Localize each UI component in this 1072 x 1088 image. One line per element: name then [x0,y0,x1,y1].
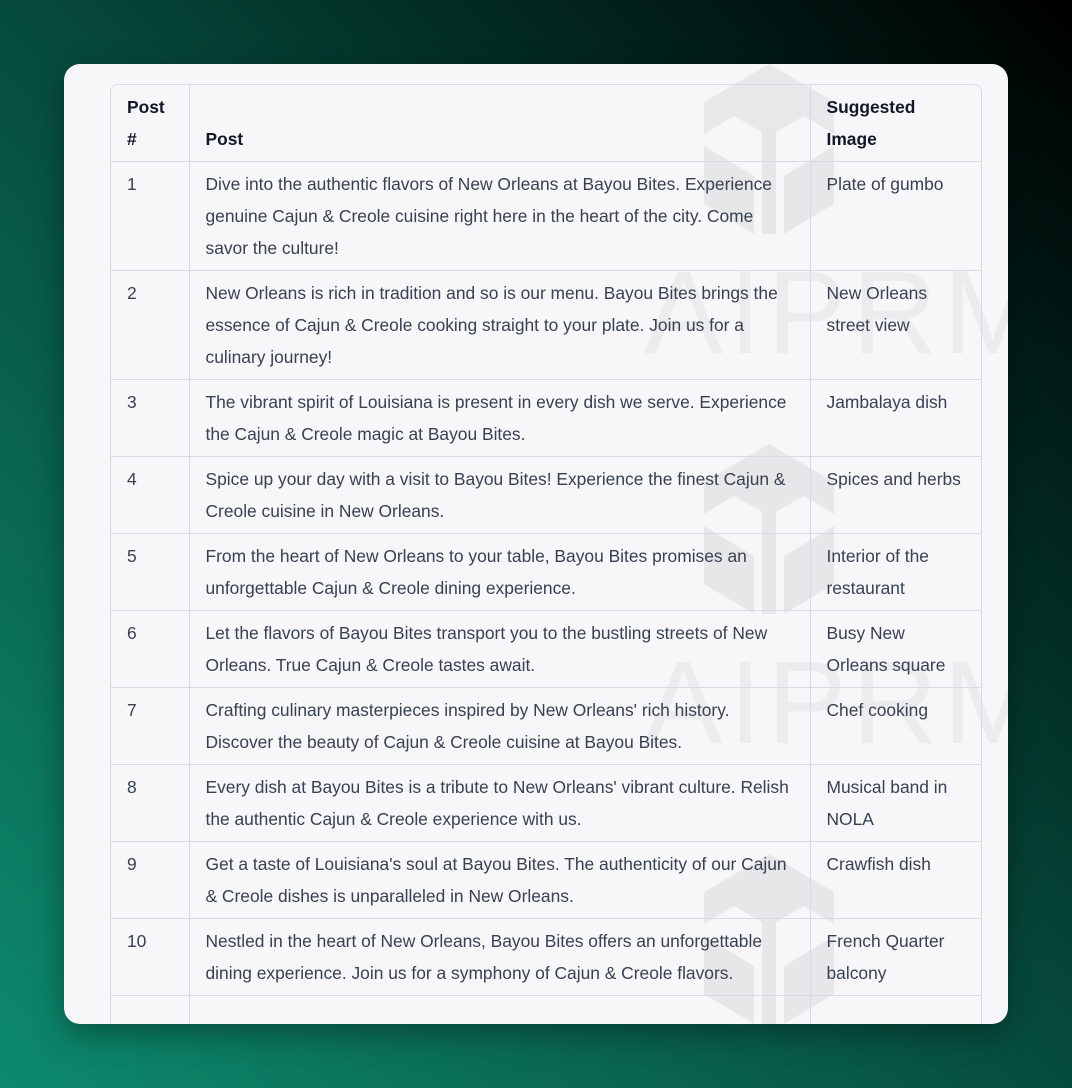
post-number: 7 [111,688,189,765]
table-row [111,534,981,611]
posts-table-container [110,84,982,1024]
post-number: 3 [111,380,189,457]
table-row [111,688,981,765]
post-text [189,996,810,1025]
suggested-image: Crawfish dish [810,842,981,919]
suggested-image: Jambalaya dish [810,380,981,457]
post-number: 2 [111,271,189,380]
post-number: 4 [111,457,189,534]
post-number: 6 [111,611,189,688]
post-text: Let the flavors of Bayou Bites transport you to the bustling streets of New Orleans. True Cajun & Creole tastes await. [189,611,810,688]
suggested-image: New Orleans street view [810,271,981,380]
post-number: 10 [111,919,189,996]
table-row [111,996,981,1025]
post-number: 8 [111,765,189,842]
post-number: 9 [111,842,189,919]
table-row [111,611,981,688]
post-text: New Orleans is rich in tradition and so is our menu. Bayou Bites brings the essence of Cajun & Creole cooking straight to your plate. Join us for a culinary journey! [189,271,810,380]
header-suggested-image: Suggested Image [810,85,981,162]
table-header-row [111,85,981,162]
suggested-image: Chef cooking [810,688,981,765]
post-text: Dive into the authentic flavors of New Orleans at Bayou Bites. Experience genuine Cajun & Creole cuisine right here in the heart of the city. Come savor the culture! [189,162,810,271]
table-row [111,271,981,380]
post-text: Spice up your day with a visit to Bayou Bites! Experience the finest Cajun & Creole cuisine in New Orleans. [189,457,810,534]
suggested-image: Busy New Orleans square [810,611,981,688]
post-text: Nestled in the heart of New Orleans, Bayou Bites offers an unforgettable dining experience. Join us for a symphony of Cajun & Creole flavors. [189,919,810,996]
table-row [111,380,981,457]
post-text: The vibrant spirit of Louisiana is present in every dish we serve. Experience the Cajun & Creole magic at Bayou Bites. [189,380,810,457]
post-text: Crafting culinary masterpieces inspired by New Orleans' rich history. Discover the beauty of Cajun & Creole cuisine at Bayou Bites. [189,688,810,765]
posts-table [111,85,981,1024]
suggested-image: Plate of gumbo [810,162,981,271]
content-card [64,64,1008,1024]
table-row [111,919,981,996]
table-row [111,842,981,919]
suggested-image: Interior of the restaurant [810,534,981,611]
suggested-image: Musical band in NOLA [810,765,981,842]
post-text: Every dish at Bayou Bites is a tribute to New Orleans' vibrant culture. Relish the authentic Cajun & Creole experience with us. [189,765,810,842]
post-text: Get a taste of Louisiana's soul at Bayou Bites. The authenticity of our Cajun & Creole dishes is unparalleled in New Orleans. [189,842,810,919]
post-text: From the heart of New Orleans to your table, Bayou Bites promises an unforgettable Cajun & Creole dining experience. [189,534,810,611]
post-number: 1 [111,162,189,271]
table-row [111,765,981,842]
suggested-image [810,996,981,1025]
header-post-number: Post # [127,97,165,149]
post-number: 5 [111,534,189,611]
header-post: Post [189,85,810,162]
table-row [111,162,981,271]
post-number [111,996,189,1025]
suggested-image: French Quarter balcony [810,919,981,996]
table-row [111,457,981,534]
suggested-image: Spices and herbs [810,457,981,534]
